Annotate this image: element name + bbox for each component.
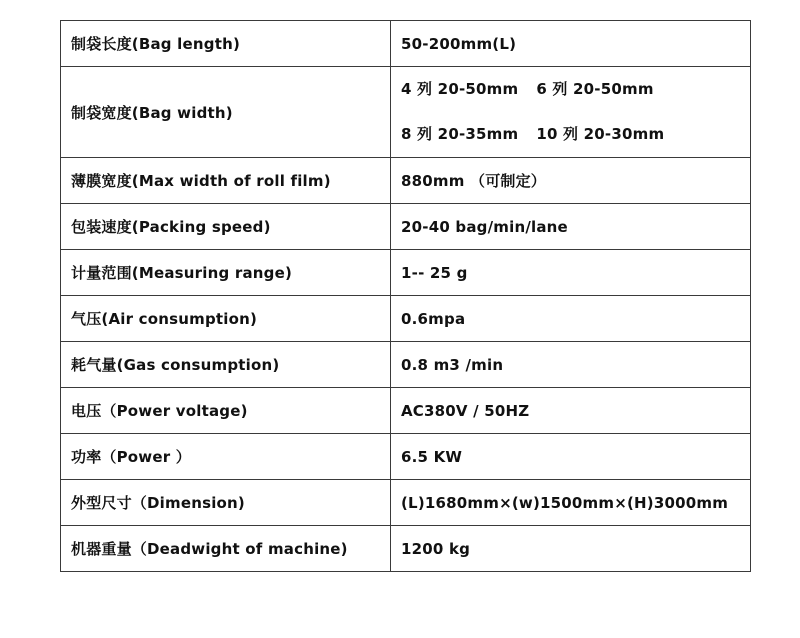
bag-width-10-lanes: 10 列 20-30mm	[536, 125, 665, 143]
packing-speed-label: 包装速度(Packing speed)	[61, 204, 391, 250]
dimension-value: (L)1680mm×(w)1500mm×(H)3000mm	[391, 480, 751, 526]
bag-width-4-lanes: 4 列 20-50mm	[401, 80, 519, 98]
bag-length-value: 50-200mm(L)	[391, 21, 751, 67]
bag-width-line-1	[401, 67, 740, 112]
machine-weight-value: 1200 kg	[391, 526, 751, 572]
table-row	[61, 204, 751, 250]
table-row	[61, 388, 751, 434]
measuring-range-value: 1-- 25 g	[391, 250, 751, 296]
air-consumption-value: 0.6mpa	[391, 296, 751, 342]
bag-width-label: 制袋宽度(Bag width)	[61, 67, 391, 158]
table-row	[61, 67, 751, 158]
table-row	[61, 434, 751, 480]
film-width-value: 880mm （可制定）	[391, 158, 751, 204]
bag-width-values	[391, 67, 751, 158]
table-row	[61, 250, 751, 296]
table-row	[61, 480, 751, 526]
gas-consumption-value: 0.8 m3 /min	[391, 342, 751, 388]
measuring-range-label: 计量范围(Measuring range)	[61, 250, 391, 296]
table-row	[61, 158, 751, 204]
table-row	[61, 526, 751, 572]
gas-consumption-label: 耗气量(Gas consumption)	[61, 342, 391, 388]
spec-table	[60, 20, 751, 572]
table-row	[61, 21, 751, 67]
power-value: 6.5 KW	[391, 434, 751, 480]
table-row	[61, 296, 751, 342]
packing-speed-value: 20-40 bag/min/lane	[391, 204, 751, 250]
power-label: 功率（Power ）	[61, 434, 391, 480]
film-width-label: 薄膜宽度(Max width of roll film)	[61, 158, 391, 204]
dimension-label: 外型尺寸（Dimension)	[61, 480, 391, 526]
table-row	[61, 342, 751, 388]
air-consumption-label: 气压(Air consumption)	[61, 296, 391, 342]
power-voltage-label: 电压（Power voltage)	[61, 388, 391, 434]
bag-length-label: 制袋长度(Bag length)	[61, 21, 391, 67]
power-voltage-value: AC380V / 50HZ	[391, 388, 751, 434]
bag-width-6-lanes: 6 列 20-50mm	[536, 80, 654, 98]
bag-width-line-2	[401, 112, 740, 157]
bag-width-8-lanes: 8 列 20-35mm	[401, 125, 519, 143]
machine-weight-label: 机器重量（Deadwight of machine)	[61, 526, 391, 572]
